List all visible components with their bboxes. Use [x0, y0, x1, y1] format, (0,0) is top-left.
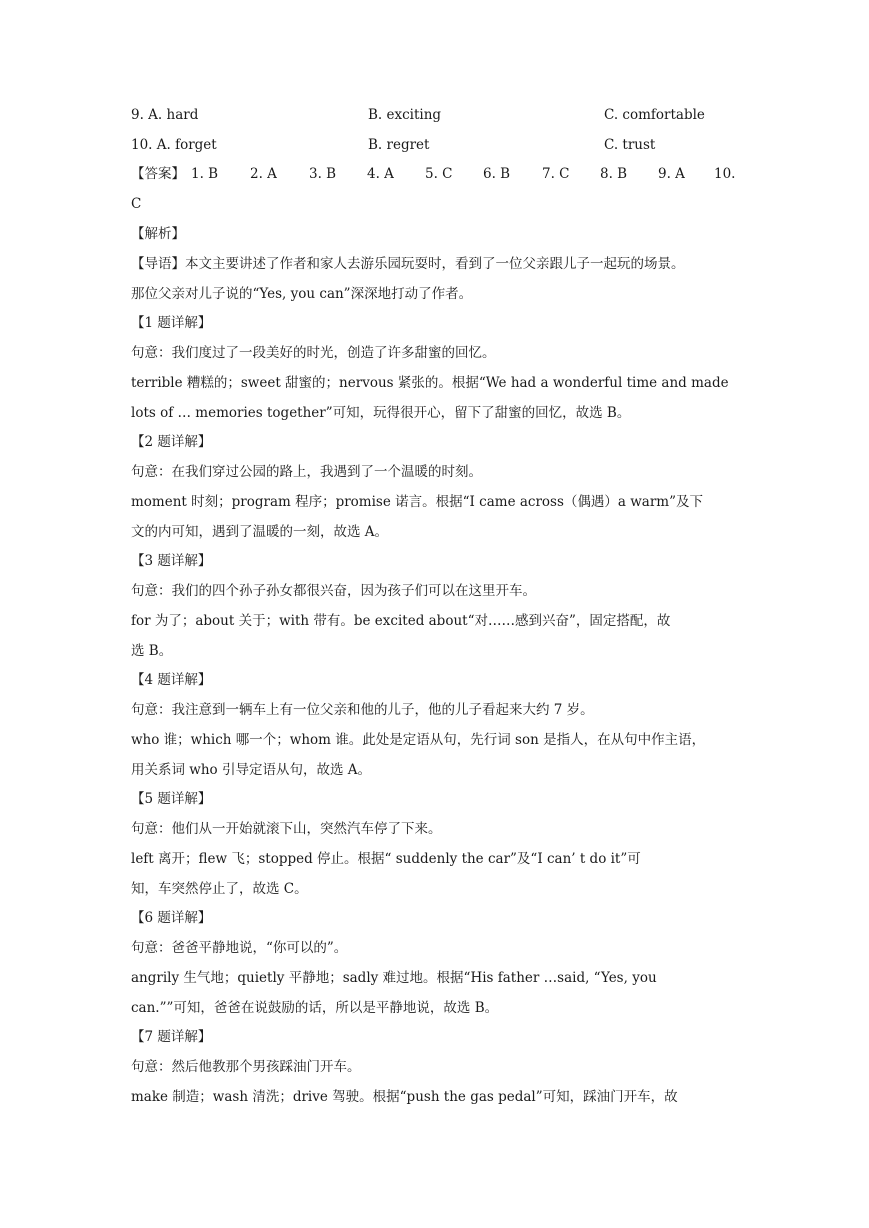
answer-item: 1. B: [191, 166, 219, 182]
answer-item: 5. C: [425, 166, 453, 182]
option-row-10: [131, 134, 741, 156]
section-line: 知，车突然停止了，故选 C。: [131, 881, 308, 897]
answer-item: 7. C: [542, 166, 570, 182]
section-line: left 离开；flew 飞；stopped 停止。根据“ suddenly the car”及“I can’ t do it”可: [131, 851, 641, 867]
section-line: angrily 生气地；quietly 平静地；sadly 难过地。根据“His father …said, “Yes, you: [131, 970, 657, 986]
section-line: who 谁；which 哪一个；whom 谁。此处是定语从句，先行词 son 是指人，在从句中作主语，: [131, 732, 706, 748]
section-line: 句意：我们的四个孙子孙女都很兴奋，因为孩子们可以在这里开车。: [131, 583, 536, 599]
answer-item: 4. A: [367, 166, 394, 182]
section-line: 句意：爸爸平静地说，“你可以的”。: [131, 940, 348, 956]
section-line: terrible 糟糕的；sweet 甜蜜的；nervous 紧张的。根据“We had a wonderful time and made: [131, 375, 729, 391]
answer-item: 10.: [714, 166, 736, 182]
section-heading: 【2 题详解】: [131, 434, 212, 450]
intro-line: 【导语】本文主要讲述了作者和家人去游乐园玩耍时，看到了一位父亲跟儿子一起玩的场景。: [131, 256, 685, 272]
option-b: B. exciting: [368, 107, 442, 123]
section-heading: 【1 题详解】: [131, 315, 212, 331]
option-a: 9. A. hard: [131, 107, 199, 123]
answer-label: 【答案】: [131, 166, 185, 182]
option-b: B. regret: [368, 137, 430, 153]
section-line: moment 时刻；program 程序；promise 诺言。根据“I came across（偶遇）a warm”及下: [131, 494, 704, 510]
section-heading: 【4 题详解】: [131, 672, 212, 688]
option-a: 10. A. forget: [131, 137, 217, 153]
answer-wrap: C: [131, 196, 142, 212]
section-heading: 【6 题详解】: [131, 910, 212, 926]
answer-item: 6. B: [483, 166, 511, 182]
section-line: can.””可知，爸爸在说鼓励的话，所以是平静地说，故选 B。: [131, 1000, 499, 1016]
answer-item: 2. A: [250, 166, 277, 182]
section-line: 句意：在我们穿过公园的路上，我遇到了一个温暖的时刻。: [131, 464, 482, 480]
option-row-9: [131, 104, 741, 126]
option-c: C. trust: [604, 137, 656, 153]
section-line: 句意：他们从一开始就滚下山，突然汽车停了下来。: [131, 821, 442, 837]
section-line: make 制造；wash 清洗；drive 驾驶。根据“push the gas pedal”可知，踩油门开车，故: [131, 1089, 678, 1105]
section-heading: 【3 题详解】: [131, 553, 212, 569]
section-line: 用关系词 who 引导定语从句，故选 A。: [131, 762, 372, 778]
section-line: for 为了；about 关于；with 带有。be excited about“对……感到兴奋”，固定搭配，故: [131, 613, 671, 629]
section-line: 句意：我注意到一辆车上有一位父亲和他的儿子，他的儿子看起来大约 7 岁。: [131, 702, 594, 718]
answer-key: [131, 163, 741, 185]
answer-item: 8. B: [600, 166, 628, 182]
intro-line: 那位父亲对儿子说的“Yes, you can”深深地打动了作者。: [131, 286, 473, 302]
section-line: 句意：然后他教那个男孩踩油门开车。: [131, 1059, 361, 1075]
section-line: 句意：我们度过了一段美好的时光，创造了许多甜蜜的回忆。: [131, 345, 496, 361]
option-c: C. comfortable: [604, 107, 705, 123]
section-heading: 【7 题详解】: [131, 1029, 212, 1045]
section-heading: 【5 题详解】: [131, 791, 212, 807]
analysis-label: 【解析】: [131, 226, 185, 242]
section-line: 文的内可知，遇到了温暖的一刻，故选 A。: [131, 524, 389, 540]
answer-item: 3. B: [309, 166, 337, 182]
section-line: lots of … memories together”可知，玩得很开心，留下了甜蜜的回忆，故选 B。: [131, 405, 631, 421]
section-line: 选 B。: [131, 643, 173, 659]
answer-item: 9. A: [658, 166, 685, 182]
